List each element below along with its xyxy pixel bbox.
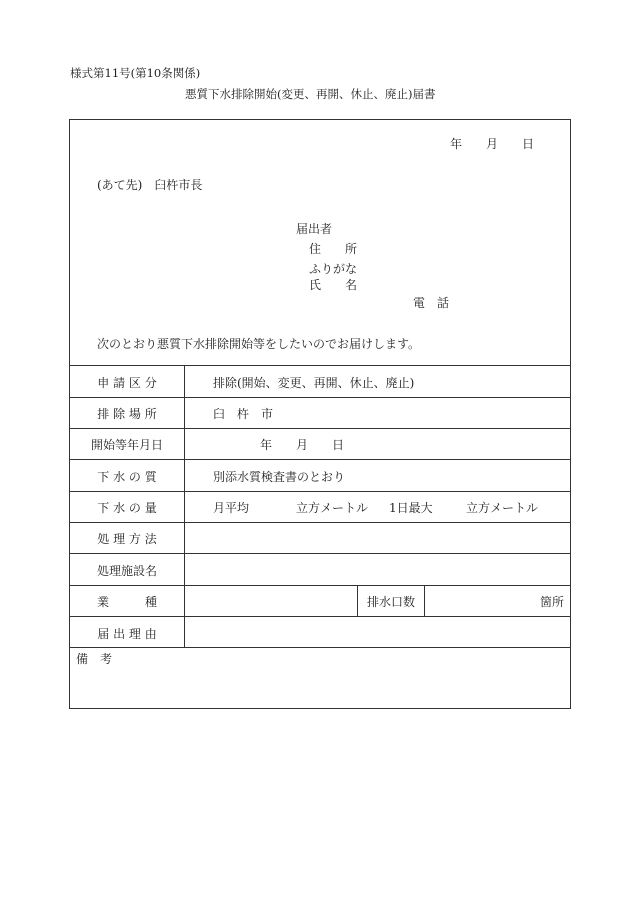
daily-max-unit: 立方メートル: [466, 501, 539, 515]
start-date-value[interactable]: 年 月 日: [260, 438, 345, 452]
label-column-divider: [184, 365, 185, 647]
name-label: 氏 名: [309, 278, 358, 292]
row-label-water-volume: 下 水 の 量: [97, 501, 157, 515]
row-label-facility-name: 処理施設名: [96, 564, 157, 578]
row-label-business-type: 業 種: [96, 595, 157, 609]
table-line: [69, 553, 571, 554]
table-line: [69, 428, 571, 429]
monthly-average-label: 月平均: [213, 501, 250, 515]
water-quality-value: 別添水質検査書のとおり: [213, 470, 346, 484]
row-label-start-date: 開始等年月日: [90, 438, 163, 452]
address-label: 住 所: [309, 242, 358, 256]
form-number: 様式第11号(第10条関係): [70, 66, 201, 80]
addressee: (あて先) 臼杵市長: [97, 178, 203, 192]
row-label-treatment-method: 処 理 方 法: [97, 532, 157, 546]
notifier-heading: 届出者: [296, 222, 333, 236]
row-label-discharge-location: 排 除 場 所: [97, 407, 157, 421]
drain-count-divider: [424, 585, 425, 616]
form-title: 悪質下水排除開始(変更、再開、休止、廃止)届書: [185, 87, 436, 101]
daily-max-label: 1日最大: [389, 501, 433, 515]
table-line: [69, 365, 571, 366]
discharge-location-value[interactable]: 臼 杵 市: [213, 407, 274, 421]
table-line: [69, 522, 571, 523]
table-line: [69, 491, 571, 492]
table-line: [69, 616, 571, 617]
drain-count-label: 排水口数: [367, 595, 416, 609]
row-label-reason: 届 出 理 由: [97, 627, 157, 641]
table-line: [69, 585, 571, 586]
phone-label: 電 話: [413, 296, 450, 310]
table-line: [69, 647, 571, 648]
row-label-water-quality: 下 水 の 質: [97, 470, 157, 484]
furigana-label: ふりがな: [309, 262, 358, 276]
table-line: [69, 459, 571, 460]
remarks-label: 備 考: [76, 652, 113, 666]
statement: 次のとおり悪質下水排除開始等をしたいのでお届けします。: [97, 337, 421, 351]
drain-count-unit: 箇所: [540, 595, 565, 609]
date-line[interactable]: 年 月 日: [450, 137, 535, 151]
monthly-average-unit: 立方メートル: [296, 501, 369, 515]
row-label-application-type: 申 請 区 分: [97, 376, 157, 390]
table-line: [69, 397, 571, 398]
application-type-value[interactable]: 排除(開始、変更、再開、休止、廃止): [213, 376, 415, 390]
drain-count-divider: [357, 585, 358, 616]
